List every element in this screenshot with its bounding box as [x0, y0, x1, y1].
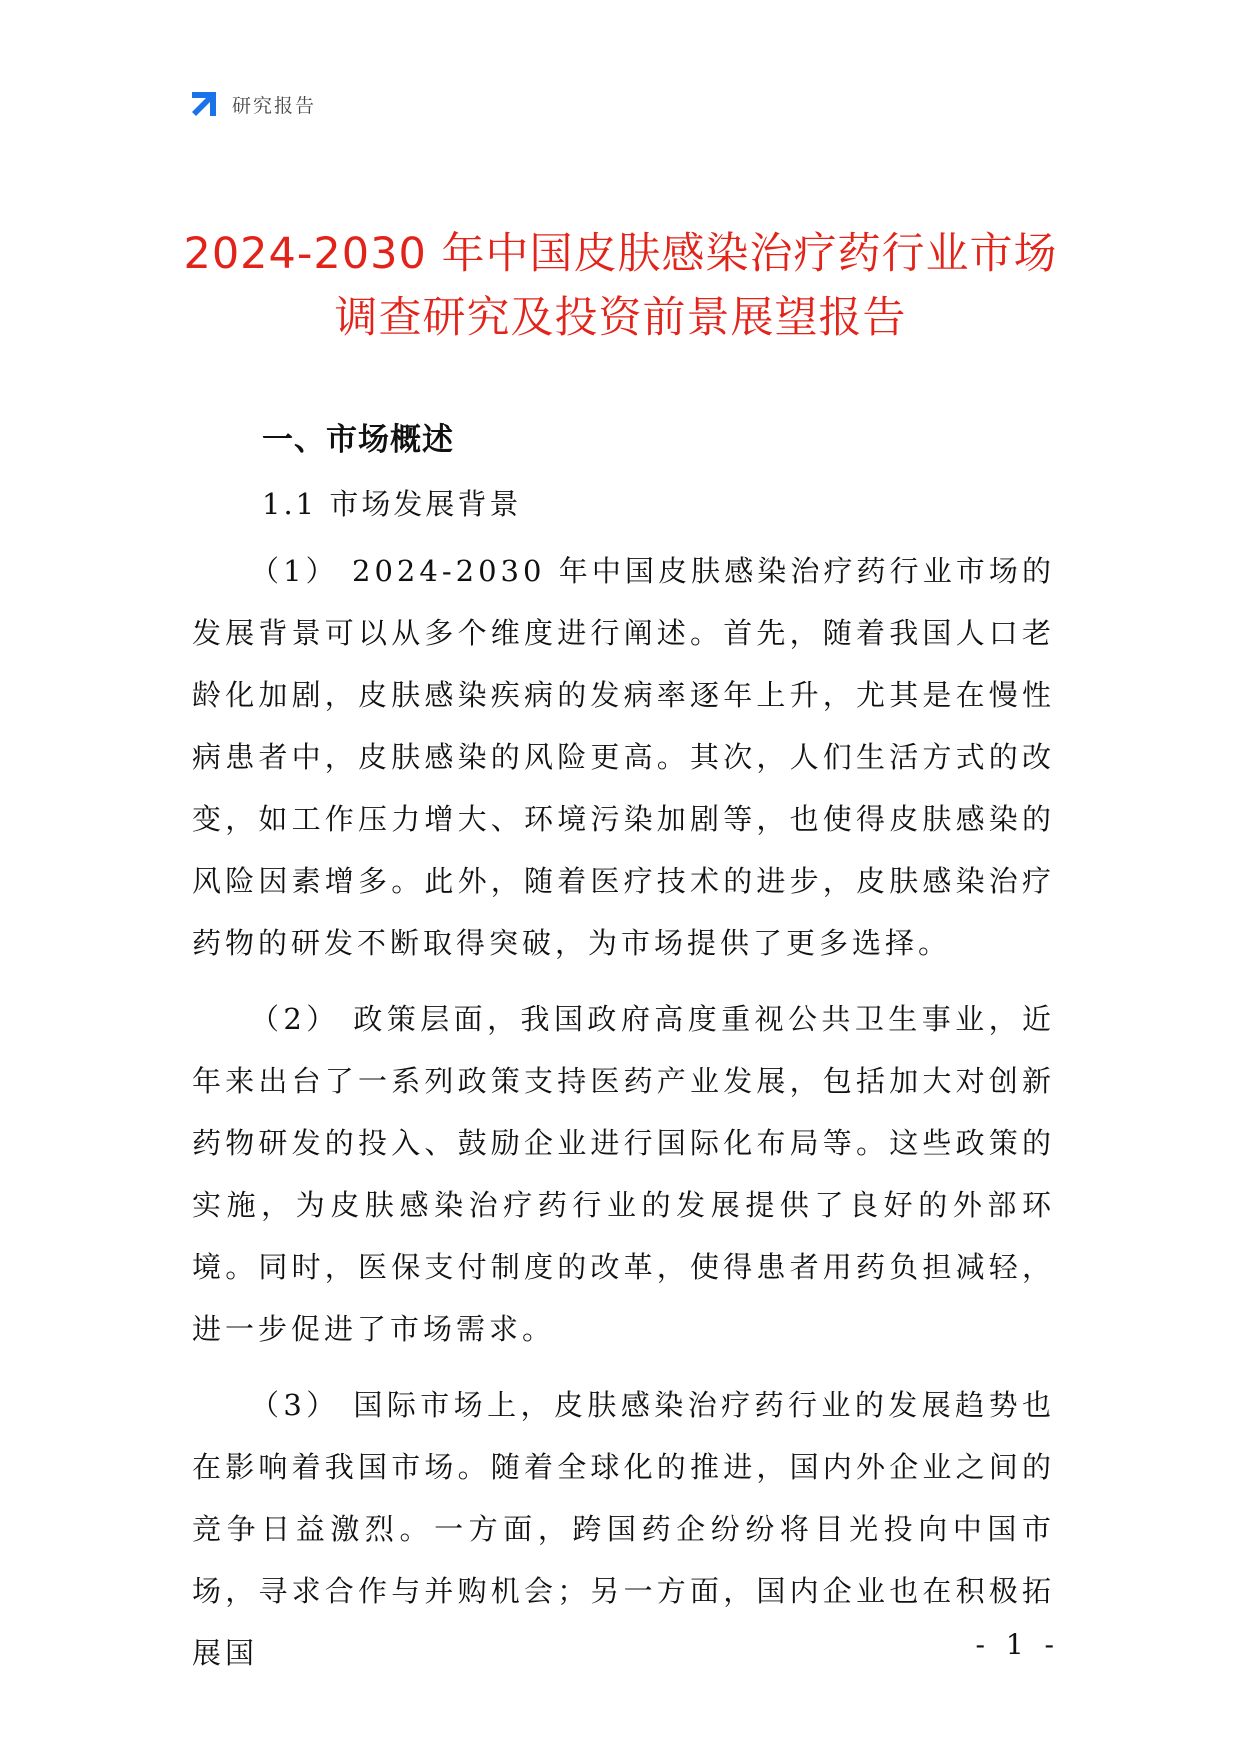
paragraph-3: （3） 国际市场上，皮肤感染治疗药行业的发展趋势也在影响着我国市场。随着全球化的推进，国内外企业之间的竞争日益激烈。一方面，跨国药企纷纷将目光投向中国市场，寻求合作与并购机会；另一方面，国内企业也在积极拓展国: [192, 1388, 1055, 1670]
header-label: 研究报告: [232, 94, 317, 117]
subsection-heading: 1.1 市场发展背景: [262, 487, 522, 521]
page-number: - 1 -: [975, 1628, 1060, 1661]
title-line-1: 2024-2030 年中国皮肤感染治疗药行业市场: [183, 229, 1058, 279]
report-header: [188, 88, 316, 120]
paragraph-2: （2） 政策层面，我国政府高度重视公共卫生事业，近年来出台了一系列政策支持医药产业发展，包括加大对创新药物研发的投入、鼓励企业进行国际化布局等。这些政策的实施，为皮肤感染治疗药行业的发展提供了良好的外部环境。同时，医保支付制度的改革，使得患者用药负担减轻，进一步促进了市场需求。: [192, 1002, 1055, 1346]
section-heading: 一、市场概述: [262, 422, 454, 458]
document-body: [192, 418, 1055, 1698]
document-title: [160, 222, 1081, 350]
title-line-2: 调查研究及投资前景展望报告: [334, 293, 907, 343]
arrow-up-right-icon: [188, 88, 220, 120]
paragraph-1: （1） 2024-2030 年中国皮肤感染治疗药行业市场的发展背景可以从多个维度进行阐述。首先，随着我国人口老龄化加剧，皮肤感染疾病的发病率逐年上升，尤其是在慢性病患者中，皮肤感染的风险更高。其次，人们生活方式的改变，如工作压力增大、环境污染加剧等，也使得皮肤感染的风险因素增多。此外，随着医疗技术的进步，皮肤感染治疗药物的研发不断取得突破，为市场提供了更多选择。: [192, 554, 1055, 960]
